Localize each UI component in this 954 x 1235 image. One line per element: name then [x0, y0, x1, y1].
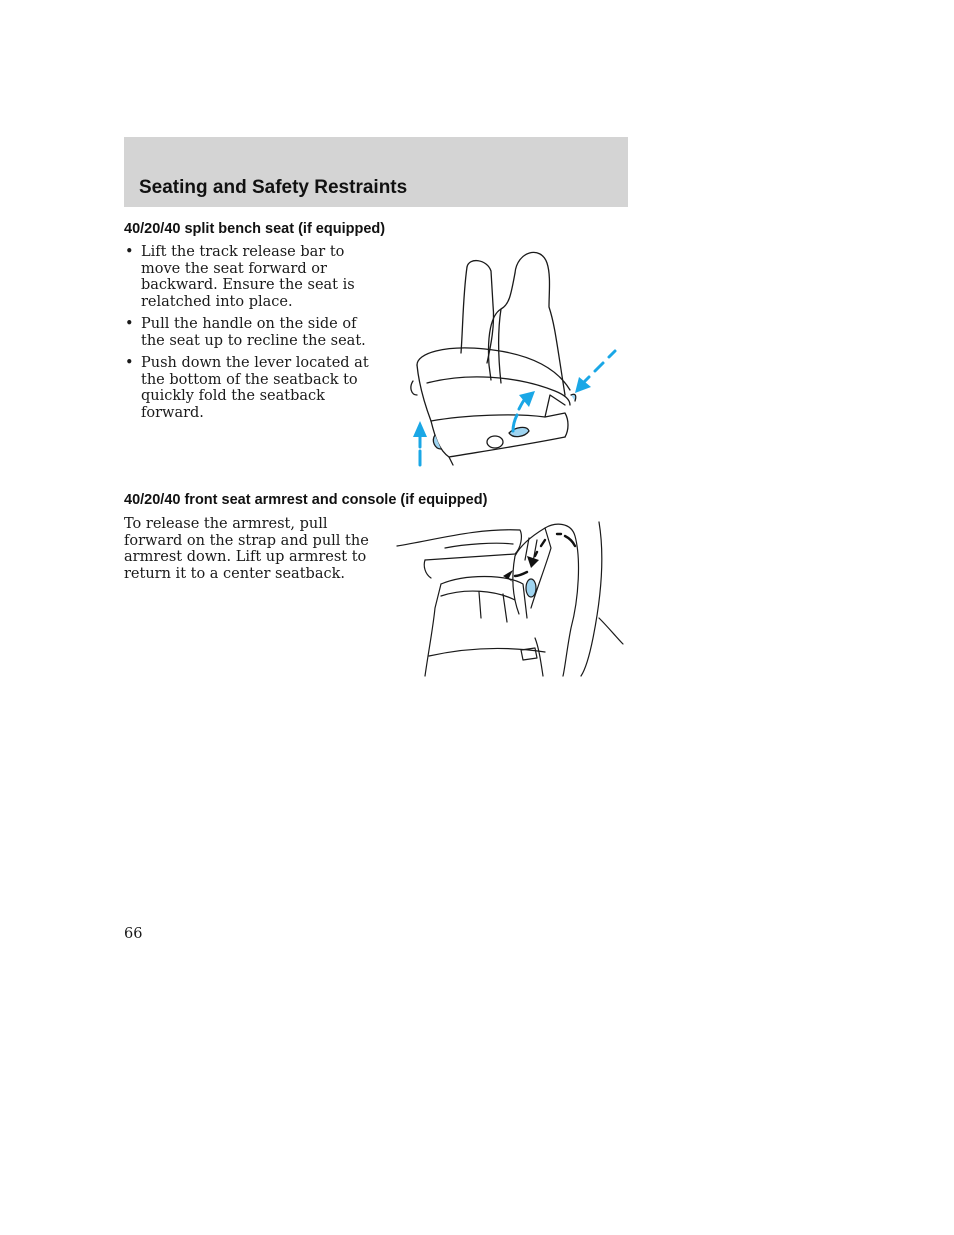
subheading-armrest-console: 40/20/40 front seat armrest and console (if equipped) [124, 492, 488, 508]
section-title: Seating and Safety Restraints [139, 177, 408, 198]
track-release-arrow-icon [413, 421, 427, 465]
list-item: • Lift the track release bar to move the seat forward or backward. Ensure the seat is relatched into place. [125, 244, 355, 310]
list-item: • Push down the lever located at the bottom of the seatback to quickly fold the seatback forward. [125, 355, 369, 421]
bullet-icon: • [125, 355, 134, 371]
bench-seat-illustration [405, 245, 630, 470]
armrest-console-illustration [395, 518, 630, 678]
armrest-down-arrow-icon [503, 534, 575, 582]
list-item: • Pull the handle on the side of the seat up to recline the seat. [125, 316, 366, 349]
bullet-icon: • [125, 316, 134, 332]
fold-lever-arrow-icon [575, 351, 615, 393]
section-header-band [124, 137, 628, 207]
subheading-split-bench-seat: 40/20/40 split bench seat (if equipped) [124, 221, 386, 237]
armrest-instructions: To release the armrest, pull forward on the strap and pull the armrest down. Lift up armrest to return it to a center seatback. [124, 516, 369, 582]
instruction-list [124, 244, 384, 427]
bullet-icon: • [125, 244, 134, 260]
recline-handle-arrow-icon [513, 391, 535, 431]
page-number: 66 [124, 926, 143, 942]
